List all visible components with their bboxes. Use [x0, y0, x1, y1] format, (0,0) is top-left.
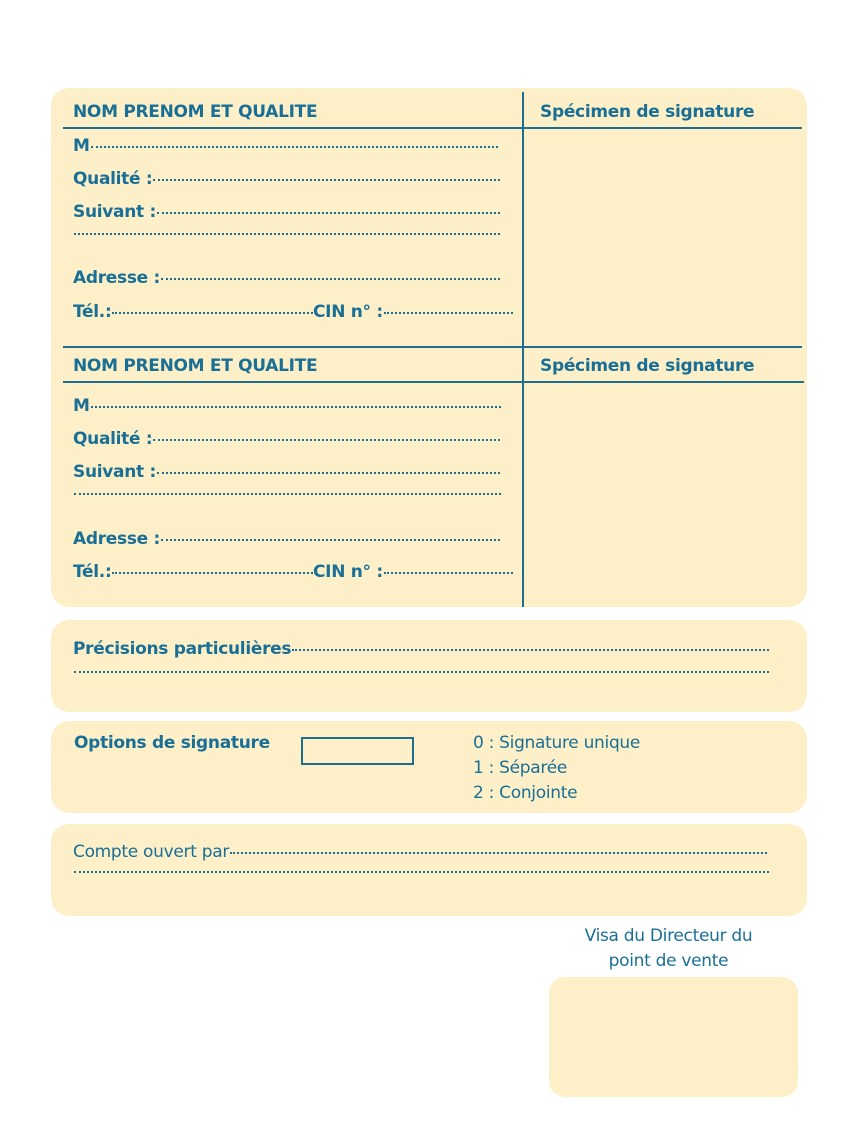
compte-field[interactable]	[73, 842, 767, 862]
compte-label: Compte ouvert par	[73, 842, 230, 862]
signatory-1-specimen-header: Spécimen de signature	[540, 102, 755, 122]
fill-line[interactable]	[91, 406, 501, 408]
fill-line[interactable]	[230, 852, 767, 854]
visa-box[interactable]	[549, 977, 798, 1097]
signatory-2-cin-field[interactable]	[313, 562, 513, 582]
fill-line[interactable]	[112, 572, 313, 574]
fill-line[interactable]	[157, 472, 500, 474]
suivant-label: Suivant :	[73, 462, 156, 482]
cin-label: CIN n° :	[313, 302, 383, 322]
fill-line[interactable]	[161, 539, 500, 541]
fill-line[interactable]	[112, 312, 313, 314]
signatory-1-tel-field[interactable]	[73, 302, 313, 322]
signatory-1-cin-field[interactable]	[313, 302, 513, 322]
option-2: 2 : Conjointe	[473, 783, 578, 803]
options-label: Options de signature	[74, 733, 270, 753]
signatory-1-extra-line[interactable]	[73, 236, 500, 238]
signatory-1-adresse-field[interactable]	[73, 268, 500, 288]
precisions-extra-line[interactable]	[73, 674, 769, 676]
fill-line[interactable]	[74, 493, 501, 495]
signatory-2-header: NOM PRENOM ET QUALITE	[73, 356, 318, 376]
signatory-2-extra-line[interactable]	[73, 496, 501, 498]
fill-line[interactable]	[91, 146, 498, 148]
cin-label: CIN n° :	[313, 562, 383, 582]
tel-label: Tél.:	[73, 562, 112, 582]
visa-title-line2: point de vente	[608, 951, 729, 971]
fill-line[interactable]	[157, 212, 500, 214]
precisions-field[interactable]	[73, 639, 769, 659]
qualite-label: Qualité :	[73, 429, 153, 449]
signatory-1-suivant-field[interactable]	[73, 202, 500, 222]
precisions-panel	[51, 620, 807, 712]
header-divider-2	[63, 381, 804, 383]
fill-line[interactable]	[161, 278, 500, 280]
suivant-label: Suivant :	[73, 202, 156, 222]
adresse-label: Adresse :	[73, 268, 161, 288]
column-divider	[522, 92, 524, 607]
visa-title-line1: Visa du Directeur du	[584, 926, 753, 946]
signatory-1-m-field[interactable]	[73, 136, 498, 156]
section-divider	[63, 346, 802, 348]
signatory-2-specimen-area[interactable]	[525, 384, 803, 606]
tel-label: Tél.:	[73, 302, 112, 322]
fill-line[interactable]	[74, 871, 769, 873]
signatory-2-adresse-field[interactable]	[73, 529, 500, 549]
fill-line[interactable]	[384, 572, 513, 574]
signatory-2-specimen-header: Spécimen de signature	[540, 356, 755, 376]
fill-line[interactable]	[292, 649, 769, 651]
m-label: M	[73, 396, 90, 416]
option-1: 1 : Séparée	[473, 758, 568, 778]
signatory-1-header: NOM PRENOM ET QUALITE	[73, 102, 318, 122]
header-divider-1	[63, 127, 802, 129]
m-label: M	[73, 136, 90, 156]
signatory-1-specimen-area[interactable]	[525, 130, 803, 346]
fill-line[interactable]	[153, 179, 500, 181]
qualite-label: Qualité :	[73, 169, 153, 189]
fill-line[interactable]	[74, 233, 500, 235]
precisions-label: Précisions particulières	[73, 639, 292, 659]
signatory-2-m-field[interactable]	[73, 396, 501, 416]
options-input-box[interactable]	[301, 737, 414, 765]
fill-line[interactable]	[74, 671, 769, 673]
signatory-2-suivant-field[interactable]	[73, 462, 500, 482]
fill-line[interactable]	[384, 312, 513, 314]
signatory-1-qualite-field[interactable]	[73, 169, 500, 189]
adresse-label: Adresse :	[73, 529, 161, 549]
option-0: 0 : Signature unique	[473, 733, 641, 753]
compte-extra-line[interactable]	[73, 874, 769, 876]
signatory-2-tel-field[interactable]	[73, 562, 313, 582]
compte-panel	[51, 824, 807, 916]
signatory-2-qualite-field[interactable]	[73, 429, 500, 449]
fill-line[interactable]	[153, 439, 500, 441]
